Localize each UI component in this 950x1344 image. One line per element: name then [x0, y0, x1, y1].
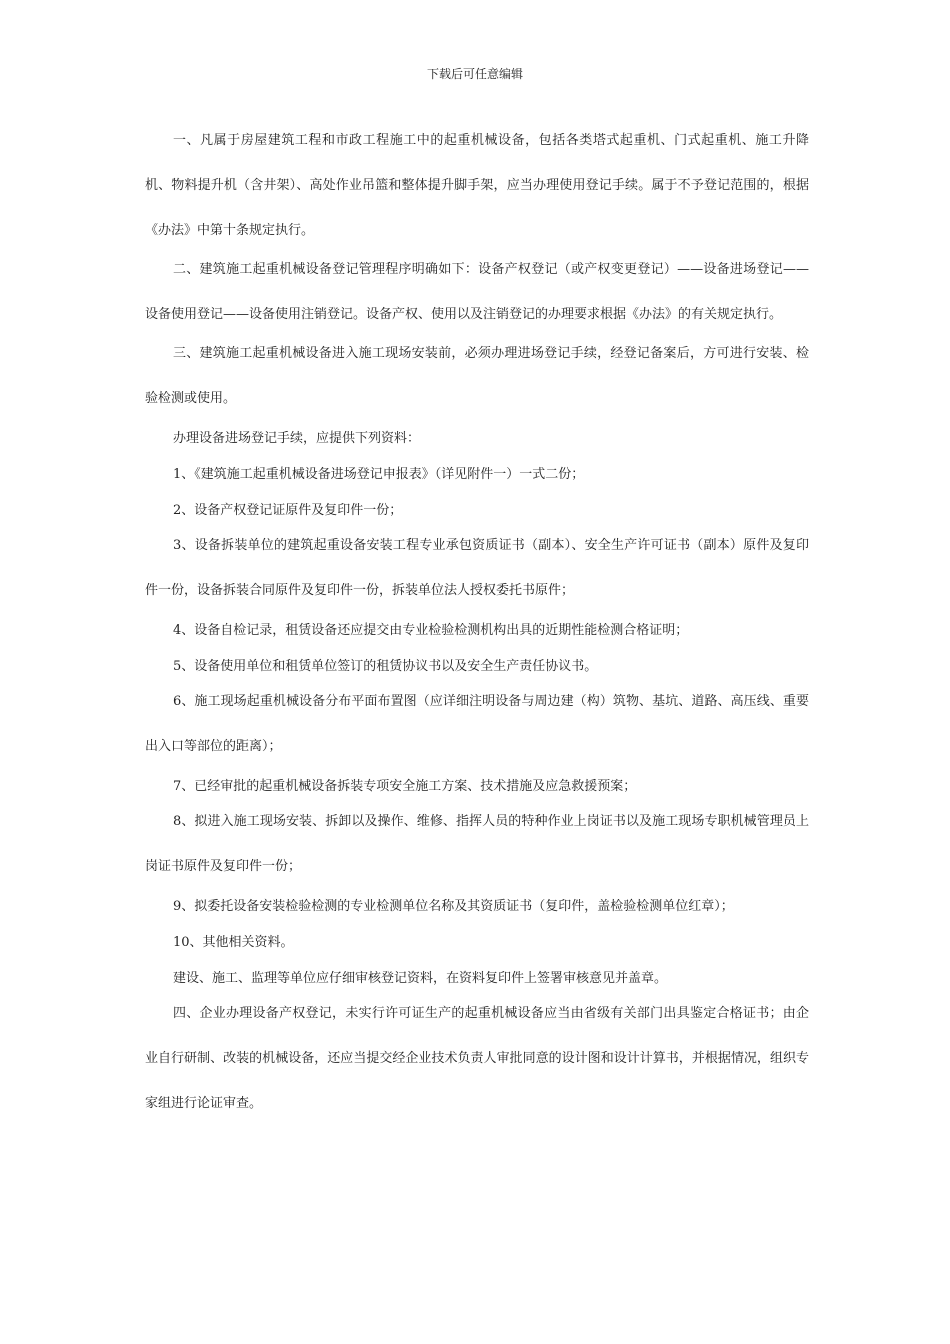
- list-item-2: 2、设备产权登记证原件及复印件一份；: [173, 503, 403, 518]
- list-item-4: 4、设备自检记录，租赁设备还应提交由专业检验检测机构出具的近期性能检测合格证明；: [173, 623, 689, 638]
- list-item-8: 8、拟进入施工现场安装、拆卸以及操作、维修、指挥人员的特种作业上岗证书以及施工现场专职机械管理员上岗证书原件及复印件一份；: [145, 814, 809, 874]
- page-header: 下载后可任意编辑: [426, 67, 523, 81]
- paragraph-materials-intro: 办理设备进场登记手续，应提供下列资料：: [173, 431, 421, 446]
- paragraph-scope: 一、凡属于房屋建筑工程和市政工程施工中的起重机械设备，包括各类塔式起重机、门式起重机、施工升降机、物料提升机（含井架）、高处作业吊篮和整体提升脚手架，应当办理使用登记手续。属于不予登记范围的，根据《办法》中第十条规定执行。: [145, 133, 809, 238]
- list-item-9: 9、拟委托设备安装检验检测的专业检测单位名称及其资质证书（复印件，盖检验检测单位红章）；: [173, 899, 734, 914]
- document-body: [145, 124, 809, 1126]
- paragraph-ownership: 四、企业办理设备产权登记，未实行许可证生产的起重机械设备应当由省级有关部门出具鉴定合格证书；由企业自行研制、改装的机械设备，还应当提交经企业技术负责人审批同意的设计图和设计计算书，并根据情况，组织专家组进行论证审查。: [145, 1006, 809, 1111]
- list-item-5: 5、设备使用单位和租赁单位签订的租赁协议书以及安全生产责任协议书。: [173, 659, 598, 674]
- list-item-10: 10、其他相关资料。: [173, 935, 294, 950]
- paragraph-entry-registration: 三、建筑施工起重机械设备进入施工现场安装前，必须办理进场登记手续，经登记备案后，方可进行安装、检验检测或使用。: [145, 346, 809, 406]
- list-item-7: 7、已经审批的起重机械设备拆装专项安全施工方案、技术措施及应急救援预案；: [173, 779, 637, 794]
- list-item-6: 6、施工现场起重机械设备分布平面布置图（应详细注明设备与周边建（构）筑物、基坑、道路、高压线、重要出入口等部位的距离）；: [145, 694, 809, 754]
- list-item-1: 1、《建筑施工起重机械设备进场登记申报表》（详见附件一）一式二份；: [173, 467, 585, 482]
- list-item-3: 3、设备拆装单位的建筑起重设备安装工程专业承包资质证书（副本）、安全生产许可证书（副本）原件及复印件一份，设备拆装合同原件及复印件一份，拆装单位法人授权委托书原件；: [145, 538, 809, 598]
- paragraph-review: 建设、施工、监理等单位应仔细审核登记资料，在资料复印件上签署审核意见并盖章。: [173, 971, 668, 986]
- paragraph-procedure: 二、建筑施工起重机械设备登记管理程序明确如下：设备产权登记（或产权变更登记）——设备进场登记——设备使用登记——设备使用注销登记。设备产权、使用以及注销登记的办理要求根据《办法》的有关规定执行。: [145, 262, 809, 322]
